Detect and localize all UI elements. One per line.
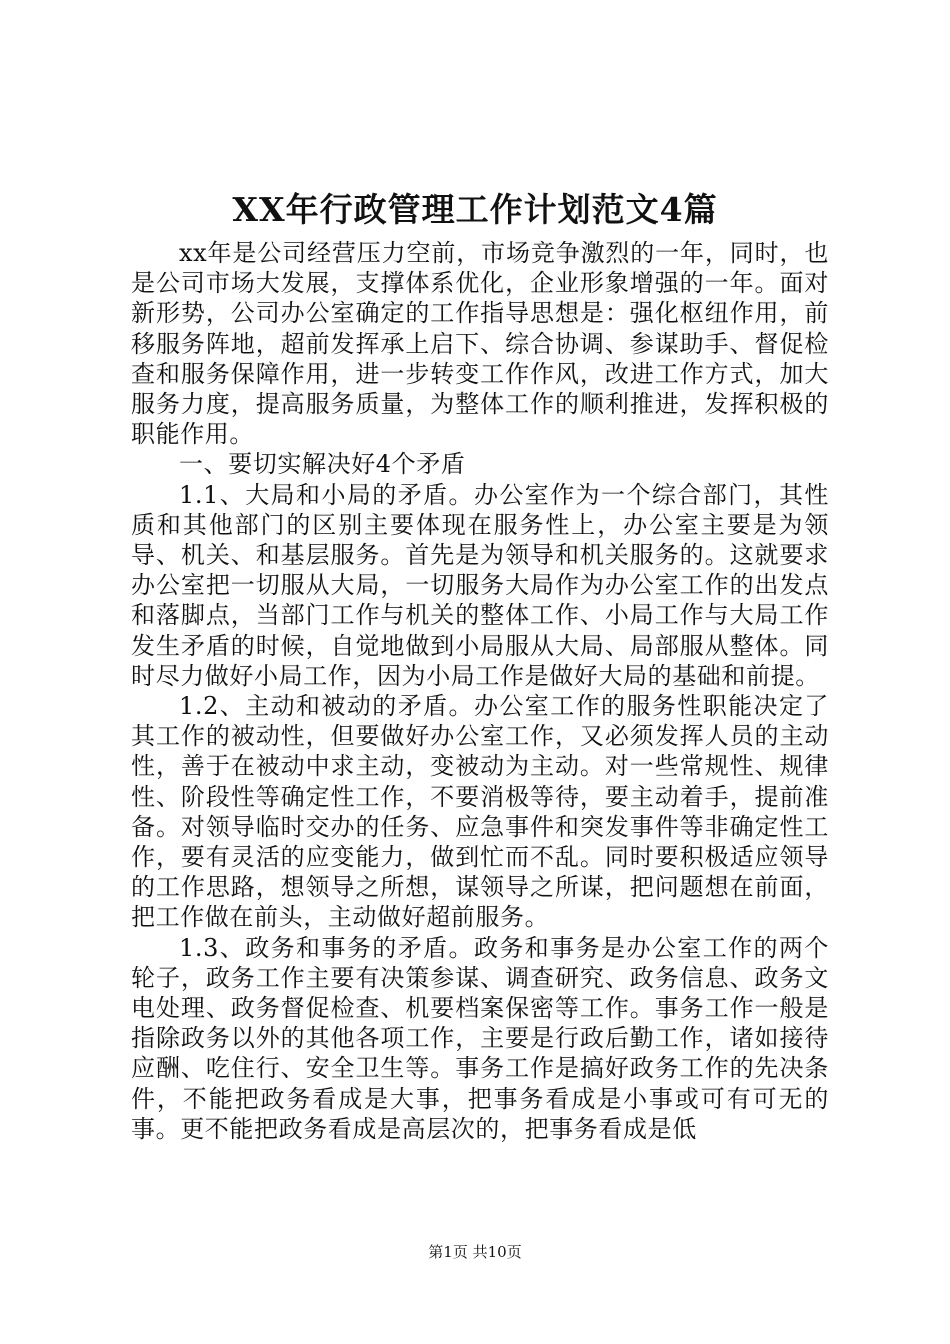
page-footer: 第1页 共10页: [428, 1243, 522, 1261]
paragraph-1-1: 1.1、大局和小局的矛盾。办公室作为一个综合部门，其性质和其他部门的区别主要体现在服务性上，办公室主要是为领导、机关、和基层服务。首先是为领导和机关服务的。这就要求办公室把一切服从大局，一切服务大局作为办公室工作的出发点和落脚点，当部门工作与机关的整体工作、小局工作与大局工作发生矛盾的时候，自觉地做到小局服从大局、局部服从整体。同时尽力做好小局工作，因为小局工作是做好大局的基础和前提。: [131, 480, 829, 690]
document-body: [131, 238, 829, 1144]
intro-paragraph: xx年是公司经营压力空前，市场竞争激烈的一年，同时，也是公司市场大发展，支撑体系优化，企业形象增强的一年。面对新形势，公司办公室确定的工作指导思想是：强化枢纽作用，前移服务阵地，超前发挥承上启下、综合协调、参谋助手、督促检查和服务保障作用，进一步转变工作作风，改进工作方式，加大服务力度，提高服务质量，为整体工作的顺利推进，发挥积极的职能作用。: [131, 239, 829, 449]
section-heading: 一、要切实解决好4个矛盾: [179, 450, 466, 479]
paragraph-1-2: 1.2、主动和被动的矛盾。办公室工作的服务性职能决定了其工作的被动性，但要做好办公室工作，又必须发挥人员的主动性，善于在被动中求主动，变被动为主动。对一些常规性、规律性、阶段性等确定性工作，不要消极等待，要主动着手，提前准备。对领导临时交办的任务、应急事件和突发事件等非确定性工作，要有灵活的应变能力，做到忙而不乱。同时要积极适应领导的工作思路，想领导之所想，谋领导之所谋，把问题想在前面，把工作做在前头，主动做好超前服务。: [131, 692, 829, 932]
paragraph-1-3: 1.3、政务和事务的矛盾。政务和事务是办公室工作的两个轮子，政务工作主要有决策参谋、调查研究、政务信息、政务文电处理、政务督促检查、机要档案保密等工作。事务工作一般是指除政务以外的其他各项工作，主要是行政后勤工作，诸如接待应酬、吃住行、安全卫生等。事务工作是搞好政务工作的先决条件，不能把政务看成是大事，把事务看成是小事或可有可无的事。更不能把政务看成是高层次的，把事务看成是低: [131, 933, 829, 1143]
document-title: XX年行政管理工作计划范文4篇: [232, 190, 718, 229]
